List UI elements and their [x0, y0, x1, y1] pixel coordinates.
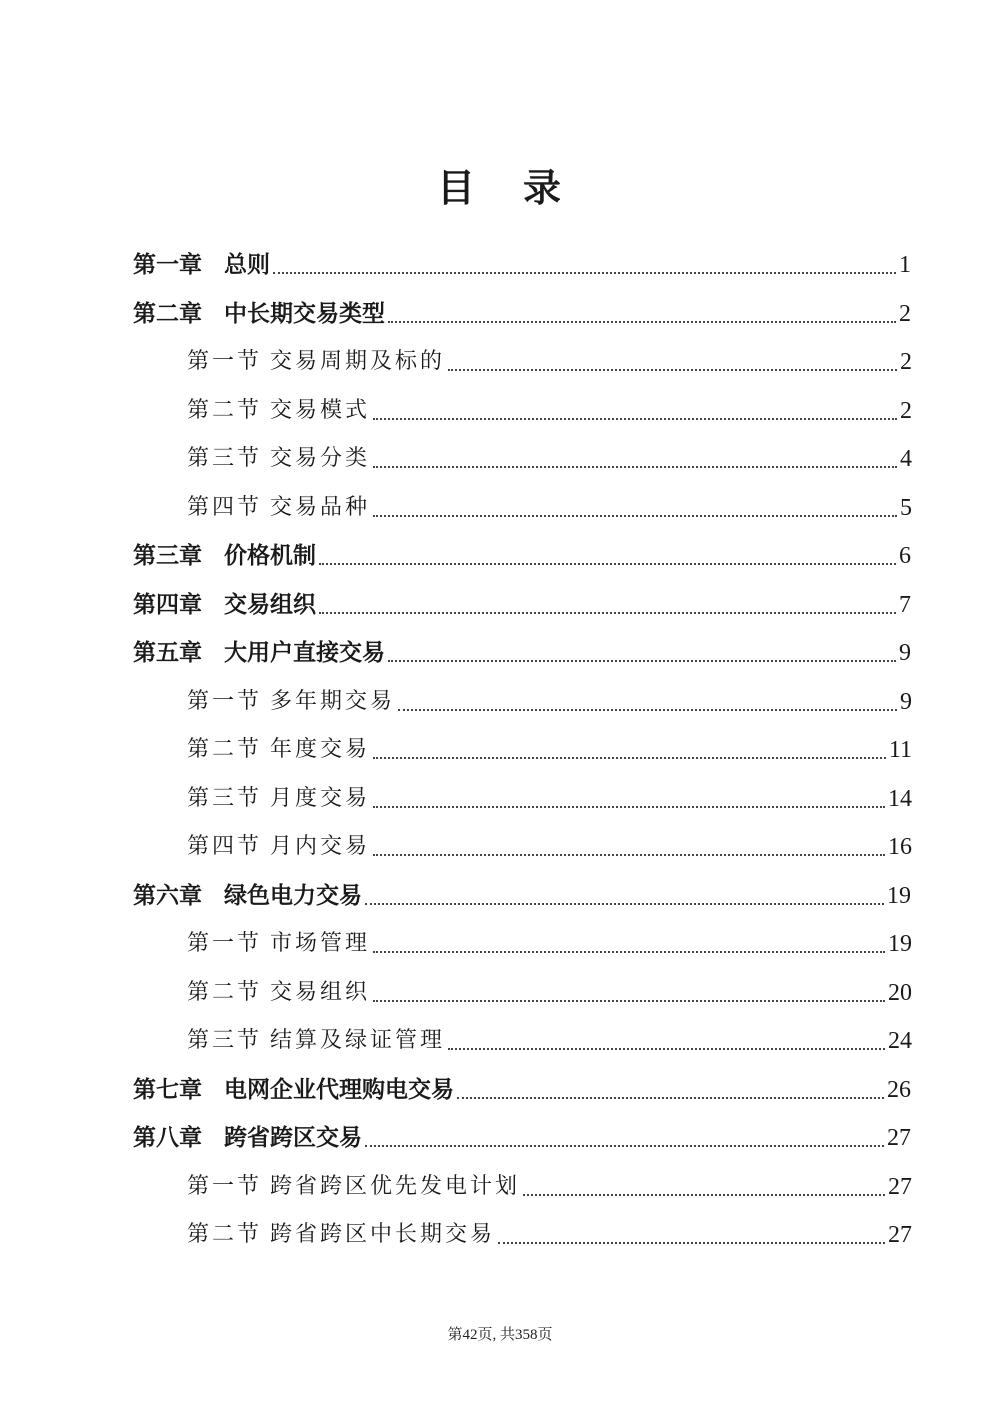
- toc-entry-label: [187, 684, 395, 720]
- toc-entry-title: 月内交易: [270, 834, 371, 859]
- toc-entry-number: 第二节: [187, 979, 263, 1005]
- toc-entry-title: 月度交易: [270, 785, 371, 811]
- toc-chapter-entry[interactable]: [133, 1068, 911, 1108]
- toc-entry-title: 交易组织: [224, 591, 316, 618]
- toc-section-entry[interactable]: [187, 486, 912, 526]
- toc-dot-leader: [373, 417, 897, 420]
- toc-entry-label: [187, 393, 370, 429]
- toc-entry-label: [133, 1072, 454, 1108]
- toc-entry-number: 第三章: [133, 543, 202, 569]
- toc-dot-leader: [523, 1193, 885, 1196]
- toc-section-entry[interactable]: [187, 777, 912, 817]
- toc-entry-label: [187, 1169, 520, 1205]
- toc-entry-label: [187, 490, 370, 526]
- toc-dot-leader: [388, 659, 896, 662]
- toc-chapter-entry[interactable]: [133, 292, 911, 332]
- toc-entry-number: 第三节: [187, 785, 263, 811]
- toc-entry-number: 第二节: [187, 1222, 263, 1247]
- page-title: [0, 160, 1000, 216]
- toc-entry-label: [133, 1120, 362, 1156]
- toc-entry-label: [187, 441, 370, 477]
- toc-page-number: 27: [888, 1173, 912, 1200]
- page-footer: 第42页, 共358页: [447, 1327, 553, 1343]
- toc-entry-number: 第一节: [187, 1173, 263, 1199]
- toc-page-number: 14: [888, 785, 912, 812]
- toc-dot-leader: [365, 1144, 884, 1147]
- toc-dot-leader: [388, 320, 896, 323]
- toc-chapter-entry[interactable]: [133, 1116, 911, 1156]
- toc-entry-title: 跨省跨区优先发电计划: [270, 1173, 521, 1199]
- toc-entry-label: [133, 878, 362, 914]
- toc-dot-leader: [319, 611, 896, 614]
- toc-entry-label: [133, 247, 270, 283]
- title-char-2: 录: [523, 165, 564, 210]
- toc-entry-title: 绿色电力交易: [224, 882, 362, 909]
- toc-entry-label: [133, 635, 385, 671]
- toc-entry-number: 第一章: [133, 252, 202, 278]
- toc-dot-leader: [373, 514, 897, 517]
- toc-entry-number: 第四节: [187, 494, 263, 520]
- toc-section-entry[interactable]: [187, 825, 912, 865]
- toc-entry-title: 交易分类: [270, 446, 371, 471]
- toc-entry-title: 电网企业代理购电交易: [224, 1076, 454, 1103]
- toc-entry-number: 第三节: [187, 446, 263, 471]
- toc-dot-leader: [373, 853, 885, 856]
- toc-section-entry[interactable]: [187, 680, 912, 720]
- toc-page-number: 27: [888, 1222, 912, 1248]
- toc-section-entry[interactable]: [187, 389, 912, 429]
- toc-dot-leader: [498, 1241, 885, 1244]
- toc-section-entry[interactable]: [187, 437, 912, 477]
- toc-entry-number: 第八章: [133, 1125, 202, 1151]
- toc-entry-title: 跨省跨区中长期交易: [270, 1222, 496, 1247]
- toc-dot-leader: [373, 756, 886, 759]
- toc-entry-label: [133, 587, 316, 623]
- toc-entry-label: [187, 829, 370, 865]
- toc-page-number: 24: [888, 1028, 912, 1054]
- toc-entry-title: 结算及绿证管理: [270, 1028, 446, 1053]
- toc-chapter-entry[interactable]: [133, 631, 911, 671]
- title-char-1: 目: [436, 165, 477, 210]
- toc-page-number: 9: [900, 688, 912, 715]
- toc-entry-label: [187, 1023, 445, 1059]
- toc-page-number: 9: [899, 640, 911, 666]
- toc-entry-label: [187, 781, 370, 817]
- toc-page-number: 2: [900, 397, 912, 424]
- toc-section-entry[interactable]: [187, 1019, 912, 1059]
- toc-dot-leader: [365, 902, 884, 905]
- toc-entry-number: 第四章: [133, 591, 202, 618]
- toc-entry-label: [187, 732, 370, 768]
- toc-entry-number: 第二节: [187, 737, 263, 762]
- toc-entry-title: 中长期交易类型: [224, 300, 385, 327]
- toc-section-entry[interactable]: [187, 971, 912, 1011]
- toc-entry-number: 第一节: [187, 931, 263, 956]
- toc-dot-leader: [448, 1047, 885, 1050]
- toc-chapter-entry[interactable]: [133, 243, 911, 283]
- toc-page-number: 1: [899, 252, 911, 278]
- toc-chapter-entry[interactable]: [133, 534, 911, 574]
- toc-page-number: 5: [900, 494, 912, 521]
- toc-page-number: 2: [900, 349, 912, 375]
- toc-entry-title: 大用户直接交易: [224, 640, 385, 666]
- toc-page-number: 19: [887, 882, 911, 909]
- toc-page-number: 16: [888, 834, 912, 860]
- toc-chapter-entry[interactable]: [133, 583, 911, 623]
- toc-section-entry[interactable]: [187, 922, 912, 962]
- toc-dot-leader: [373, 950, 885, 953]
- toc-entry-label: [187, 975, 370, 1011]
- toc-section-entry[interactable]: [187, 340, 912, 380]
- toc-entry-number: 第一节: [187, 349, 263, 374]
- toc-page-number: 4: [900, 446, 912, 472]
- toc-section-entry[interactable]: [187, 1165, 912, 1205]
- toc-entry-title: 交易品种: [270, 494, 371, 520]
- toc-entry-title: 跨省跨区交易: [224, 1125, 362, 1151]
- toc-page-number: 11: [888, 737, 912, 763]
- toc-entry-number: 第六章: [133, 882, 202, 909]
- toc-dot-leader: [273, 271, 896, 274]
- toc-entry-number: 第三节: [187, 1028, 263, 1053]
- toc-dot-leader: [319, 562, 896, 565]
- toc-entry-label: [133, 538, 316, 574]
- toc-entry-title: 价格机制: [224, 543, 316, 569]
- toc-dot-leader: [457, 1096, 884, 1099]
- toc-entry-title: 年度交易: [270, 737, 371, 762]
- toc-entry-title: 市场管理: [270, 931, 371, 956]
- toc-dot-leader: [373, 465, 897, 468]
- toc-entry-number: 第二章: [133, 300, 202, 327]
- toc-entry-number: 第四节: [187, 834, 263, 859]
- toc-entry-title: 交易组织: [270, 979, 371, 1005]
- toc-entry-label: [187, 344, 445, 380]
- toc-page-number: 6: [899, 543, 911, 569]
- toc-entry-title: 交易周期及标的: [270, 349, 446, 374]
- toc-page-number: 26: [887, 1076, 911, 1103]
- toc-section-entry[interactable]: [187, 1213, 912, 1253]
- toc-entry-number: 第七章: [133, 1076, 202, 1103]
- toc-entry-number: 第一节: [187, 688, 263, 714]
- toc-entry-title: 多年期交易: [270, 688, 396, 714]
- toc-entry-label: [187, 1217, 495, 1253]
- toc-page-number: 19: [888, 931, 912, 957]
- toc-entry-title: 总则: [224, 252, 270, 278]
- toc-page-number: 7: [899, 591, 911, 618]
- toc-page-number: 2: [899, 300, 911, 327]
- toc-section-entry[interactable]: [187, 728, 912, 768]
- toc-page-number: 27: [887, 1125, 911, 1151]
- toc-dot-leader: [398, 708, 897, 711]
- toc-entry-number: 第五章: [133, 640, 202, 666]
- toc-entry-title: 交易模式: [270, 397, 371, 423]
- toc-page-number: 20: [888, 979, 912, 1006]
- toc-entry-label: [187, 926, 370, 962]
- toc-entry-number: 第二节: [187, 397, 263, 423]
- toc-dot-leader: [448, 368, 897, 371]
- toc-chapter-entry[interactable]: [133, 874, 911, 914]
- toc-dot-leader: [373, 999, 885, 1002]
- toc-entry-label: [133, 296, 385, 332]
- toc-dot-leader: [373, 805, 885, 808]
